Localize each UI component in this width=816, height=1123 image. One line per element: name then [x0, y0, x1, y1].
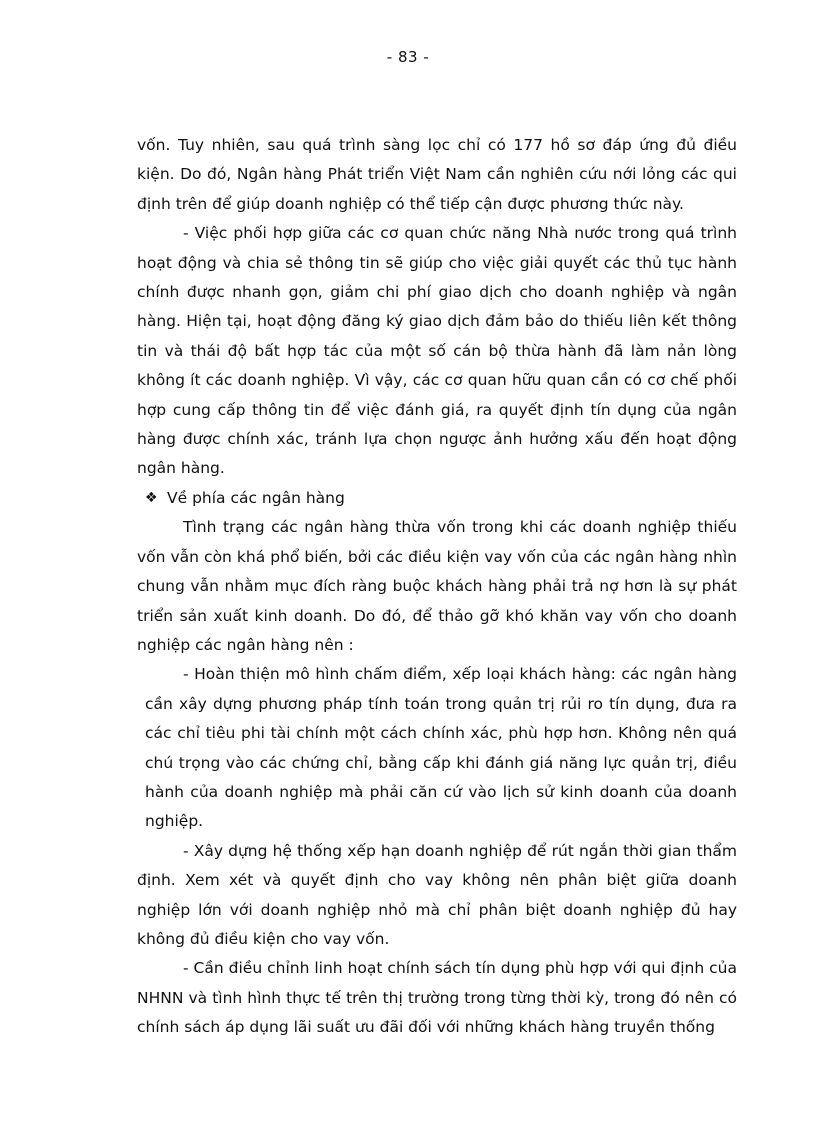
paragraph-1: vốn. Tuy nhiên, sau quá trình sàng lọc chỉ có 177 hồ sơ đáp ứng đủ điều kiện. Do đó, Ngân hàng Phát triển Việt Nam cần nghiên cứu nới lỏng các qui định trên để giúp doanh nghiệp có thể tiếp cận được phương thức này.: [137, 136, 737, 213]
section-heading: [137, 484, 737, 513]
paragraph-3: Tình trạng các ngân hàng thừa vốn trong khi các doanh nghiệp thiếu vốn vẫn còn khá phổ biến, bởi các điều kiện vay vốn của các ngân hàng nhìn chung vẫn nhằm mục đích ràng buộc khách hàng phải trả nợ hơn là sự phát triển sản xuất kinh doanh. Do đó, để thảo gỡ khó khăn vay vốn cho doanh nghiệp các ngân hàng nên :: [137, 518, 737, 654]
page-number: - 83 -: [386, 48, 430, 66]
paragraph-4: - Hoàn thiện mô hình chấm điểm, xếp loại khách hàng: các ngân hàng cần xây dựng phương pháp tính toán trong quản trị rủi ro tín dụng, đưa ra các chỉ tiêu phi tài chính một cách chính xác, phù hợp hơn. Không nên quá chú trọng vào các chứng chỉ, bằng cấp khi đánh giá năng lực quản trị, điều hành của doanh nghiệp mà phải căn cứ vào lịch sử kinh doanh của doanh nghiệp.: [145, 665, 737, 831]
paragraph-6: - Cần điều chỉnh linh hoạt chính sách tín dụng phù hợp với qui định của NHNN và tình hình thực tế trên thị trường trong từng thời kỳ, trong đó nên có chính sách áp dụng lãi suất ưu đãi đối với những khách hàng truyền thống: [137, 959, 737, 1037]
document-body: [137, 131, 737, 1043]
paragraph-2: - Việc phối hợp giữa các cơ quan chức năng Nhà nước trong quá trình hoạt động và chia sẻ thông tin sẽ giúp cho việc giải quyết các thủ tục hành chính được nhanh gọn, giảm chi phí giao dịch cho doanh nghiệp và ngân hàng. Hiện tại, hoạt động đăng ký giao dịch đảm bảo do thiếu liên kết thông tin và thái độ bất hợp tác của một số cán bộ thừa hành đã làm nản lòng không ít các doanh nghiệp. Vì vậy, các cơ quan hữu quan cần có cơ chế phối hợp cung cấp thông tin để việc đánh giá, ra quyết định tín dụng của ngân hàng được chính xác, tránh lựa chọn ngược ảnh hưởng xấu đến hoạt động ngân hàng.: [137, 224, 737, 478]
diamond-bullet-icon: ❖: [145, 489, 158, 506]
section-heading-text: Về phía các ngân hàng: [167, 488, 345, 507]
paragraph-5: - Xây dựng hệ thống xếp hạn doanh nghiệp để rút ngắn thời gian thẩm định. Xem xét và quyết định cho vay không nên phân biệt giữa doanh nghiệp lớn với doanh nghiệp nhỏ mà chỉ phân biệt doanh nghiệp đủ hay không đủ điều kiện cho vay vốn.: [137, 841, 737, 948]
